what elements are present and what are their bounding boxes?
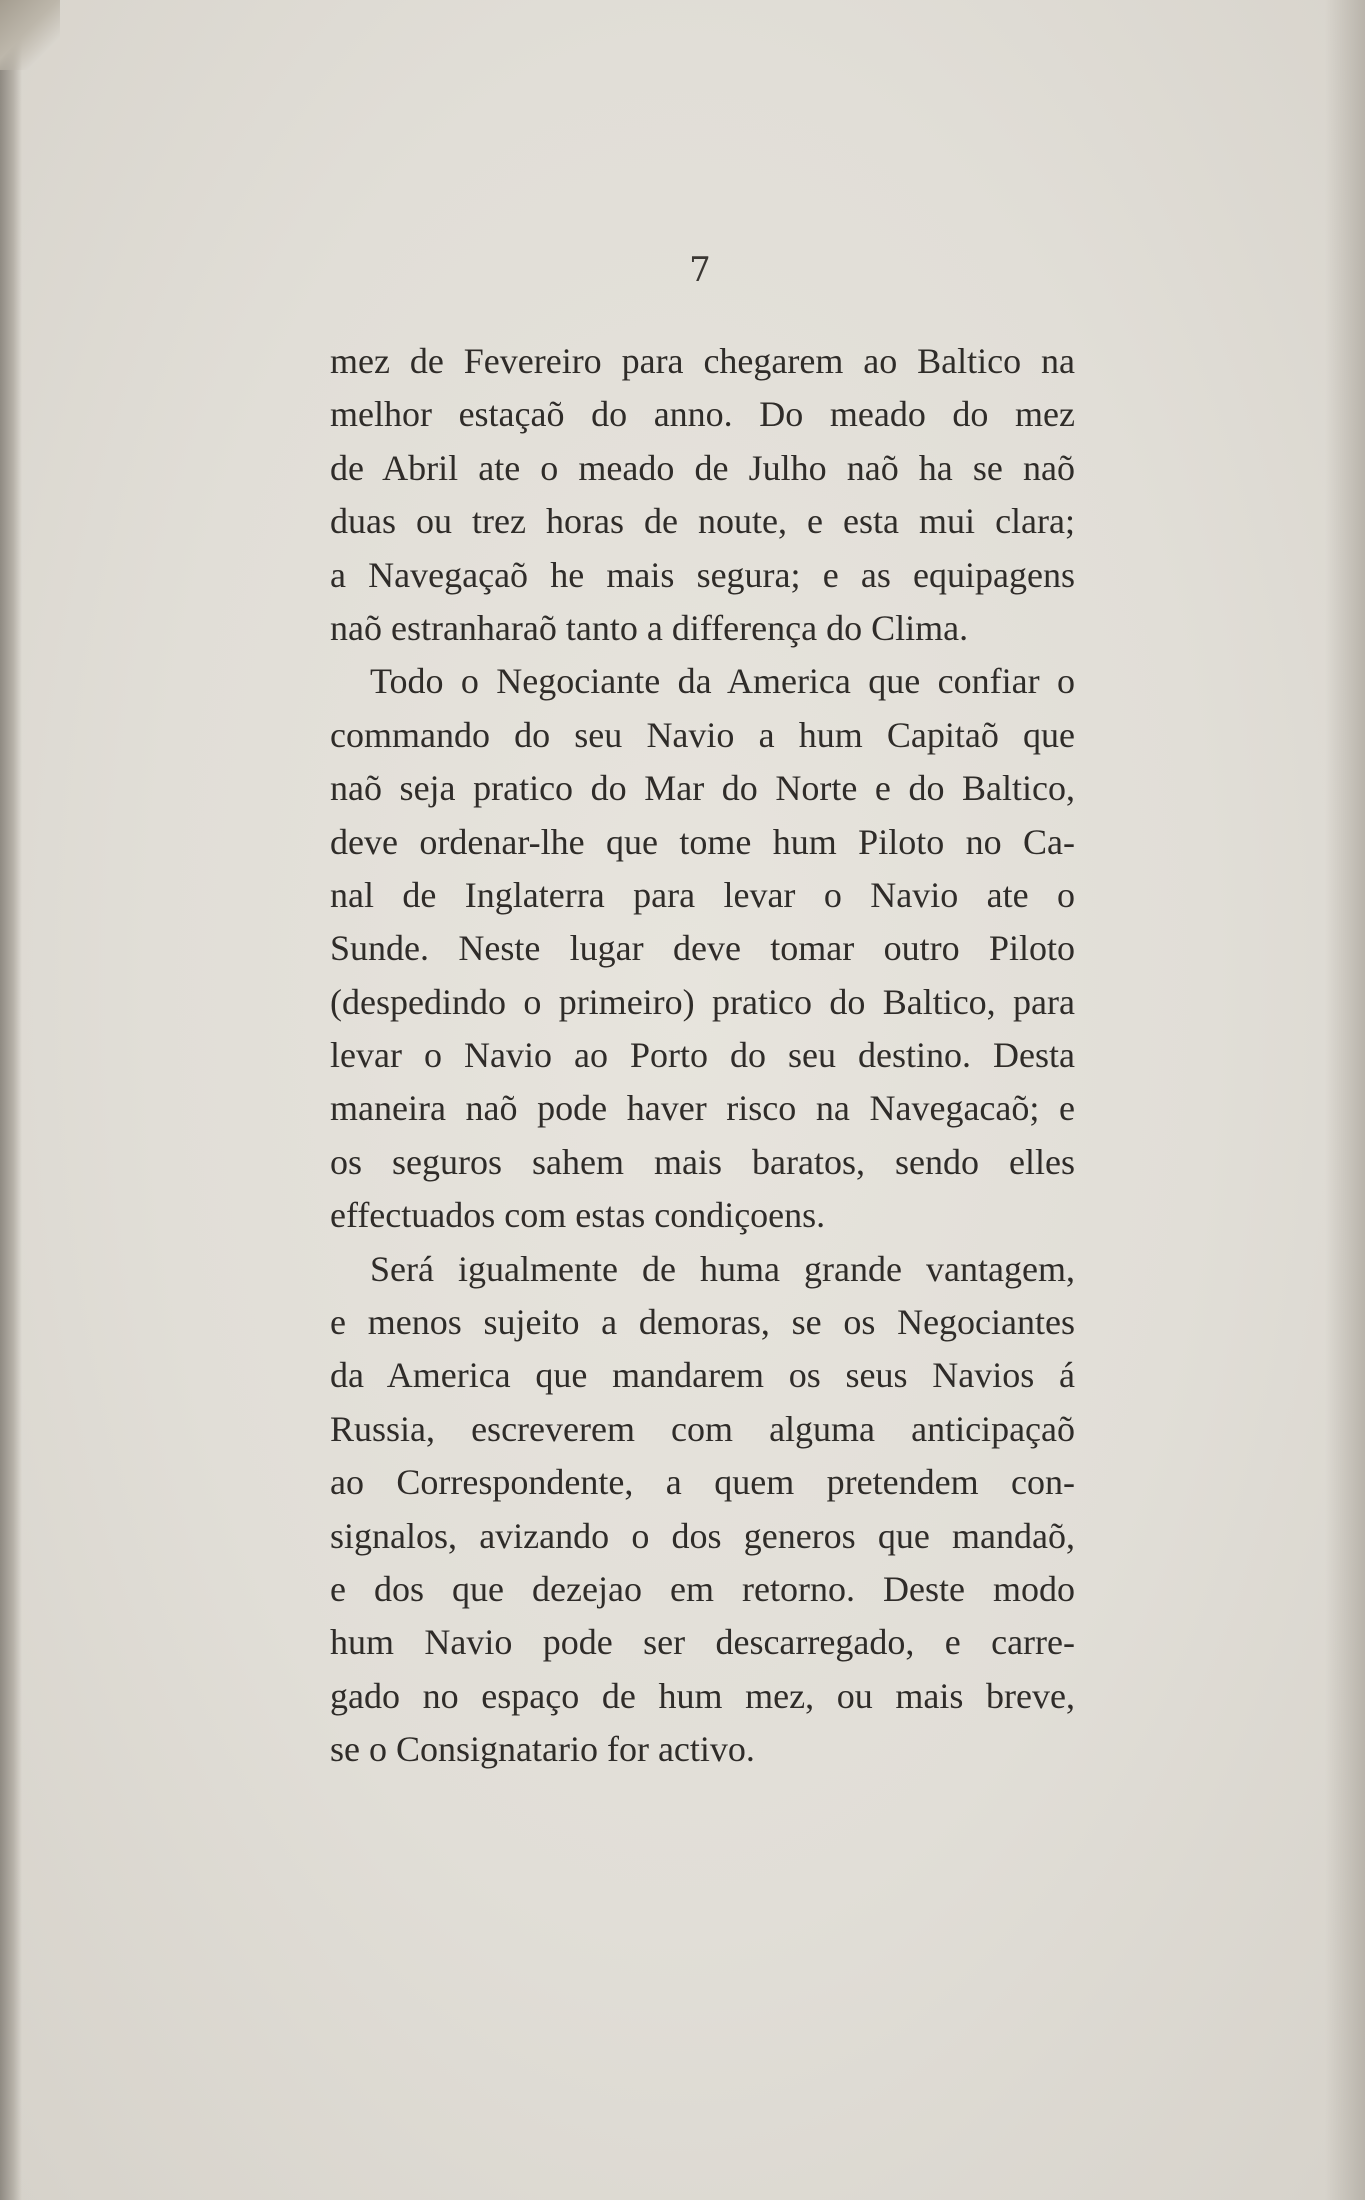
text-line: naõ seja pratico do Mar do Norte e do Baltico, <box>330 768 1075 809</box>
paragraph-1 <box>330 335 1075 655</box>
text-line: melhor estaçaõ do anno. Do meado do mez <box>330 394 1075 435</box>
text-line: Todo o Negociante da America que confiar o <box>370 661 1075 702</box>
text-line: ao Correspondente, a quem pretendem con- <box>330 1462 1075 1503</box>
text-line: de Abril ate o meado de Julho naõ ha se naõ <box>330 447 1075 488</box>
text-line: Sunde. Neste lugar deve tomar outro Piloto <box>330 928 1075 969</box>
text-line: gado no espaço de hum mez, ou mais breve, <box>330 1675 1075 1716</box>
text-line: signalos, avizando o dos generos que mandaõ, <box>330 1515 1075 1556</box>
body-text <box>330 335 1075 1777</box>
text-line: nal de Inglaterra para levar o Navio ate o <box>330 874 1075 915</box>
text-line: hum Navio pode ser descarregado, e carre- <box>330 1622 1075 1663</box>
text-line: naõ estranharaõ tanto a differença do Clima. <box>330 607 969 648</box>
text-line: os seguros sahem mais baratos, sendo elles <box>330 1141 1075 1182</box>
paragraph-3 <box>330 1243 1075 1777</box>
text-line: commando do seu Navio a hum Capitaõ que <box>330 714 1075 755</box>
text-line: duas ou trez horas de noute, e esta mui clara; <box>330 501 1075 542</box>
text-line: maneira naõ pode haver risco na Navegacaõ; e <box>330 1088 1075 1129</box>
text-line: a Navegaçaõ he mais segura; e as equipagens <box>330 554 1075 595</box>
page-number: 7 <box>689 250 711 290</box>
text-line: se o Consignatario for activo. <box>330 1729 755 1770</box>
text-line: Russia, escreverem com alguma anticipaçaõ <box>330 1408 1075 1449</box>
text-line: deve ordenar-lhe que tome hum Piloto no Ca- <box>330 821 1075 862</box>
text-line: mez de Fevereiro para chegarem ao Baltico na <box>330 341 1075 381</box>
page-left-edge-shadow <box>0 0 22 2200</box>
paragraph-2 <box>330 655 1075 1242</box>
page-right-edge-shadow <box>1325 0 1365 2200</box>
text-line: Será igualmente de huma grande vantagem, <box>370 1248 1075 1289</box>
page-corner-wear <box>0 0 60 70</box>
text-line: effectuados com estas condiçoens. <box>330 1195 826 1236</box>
text-line: e menos sujeito a demoras, se os Negociantes <box>330 1302 1075 1343</box>
text-line: (despedindo o primeiro) pratico do Baltico, para <box>330 981 1075 1022</box>
text-line: da America que mandarem os seus Navios á <box>330 1355 1075 1396</box>
text-line: levar o Navio ao Porto do seu destino. Desta <box>330 1035 1075 1076</box>
text-line: e dos que dezejao em retorno. Deste modo <box>330 1568 1075 1609</box>
